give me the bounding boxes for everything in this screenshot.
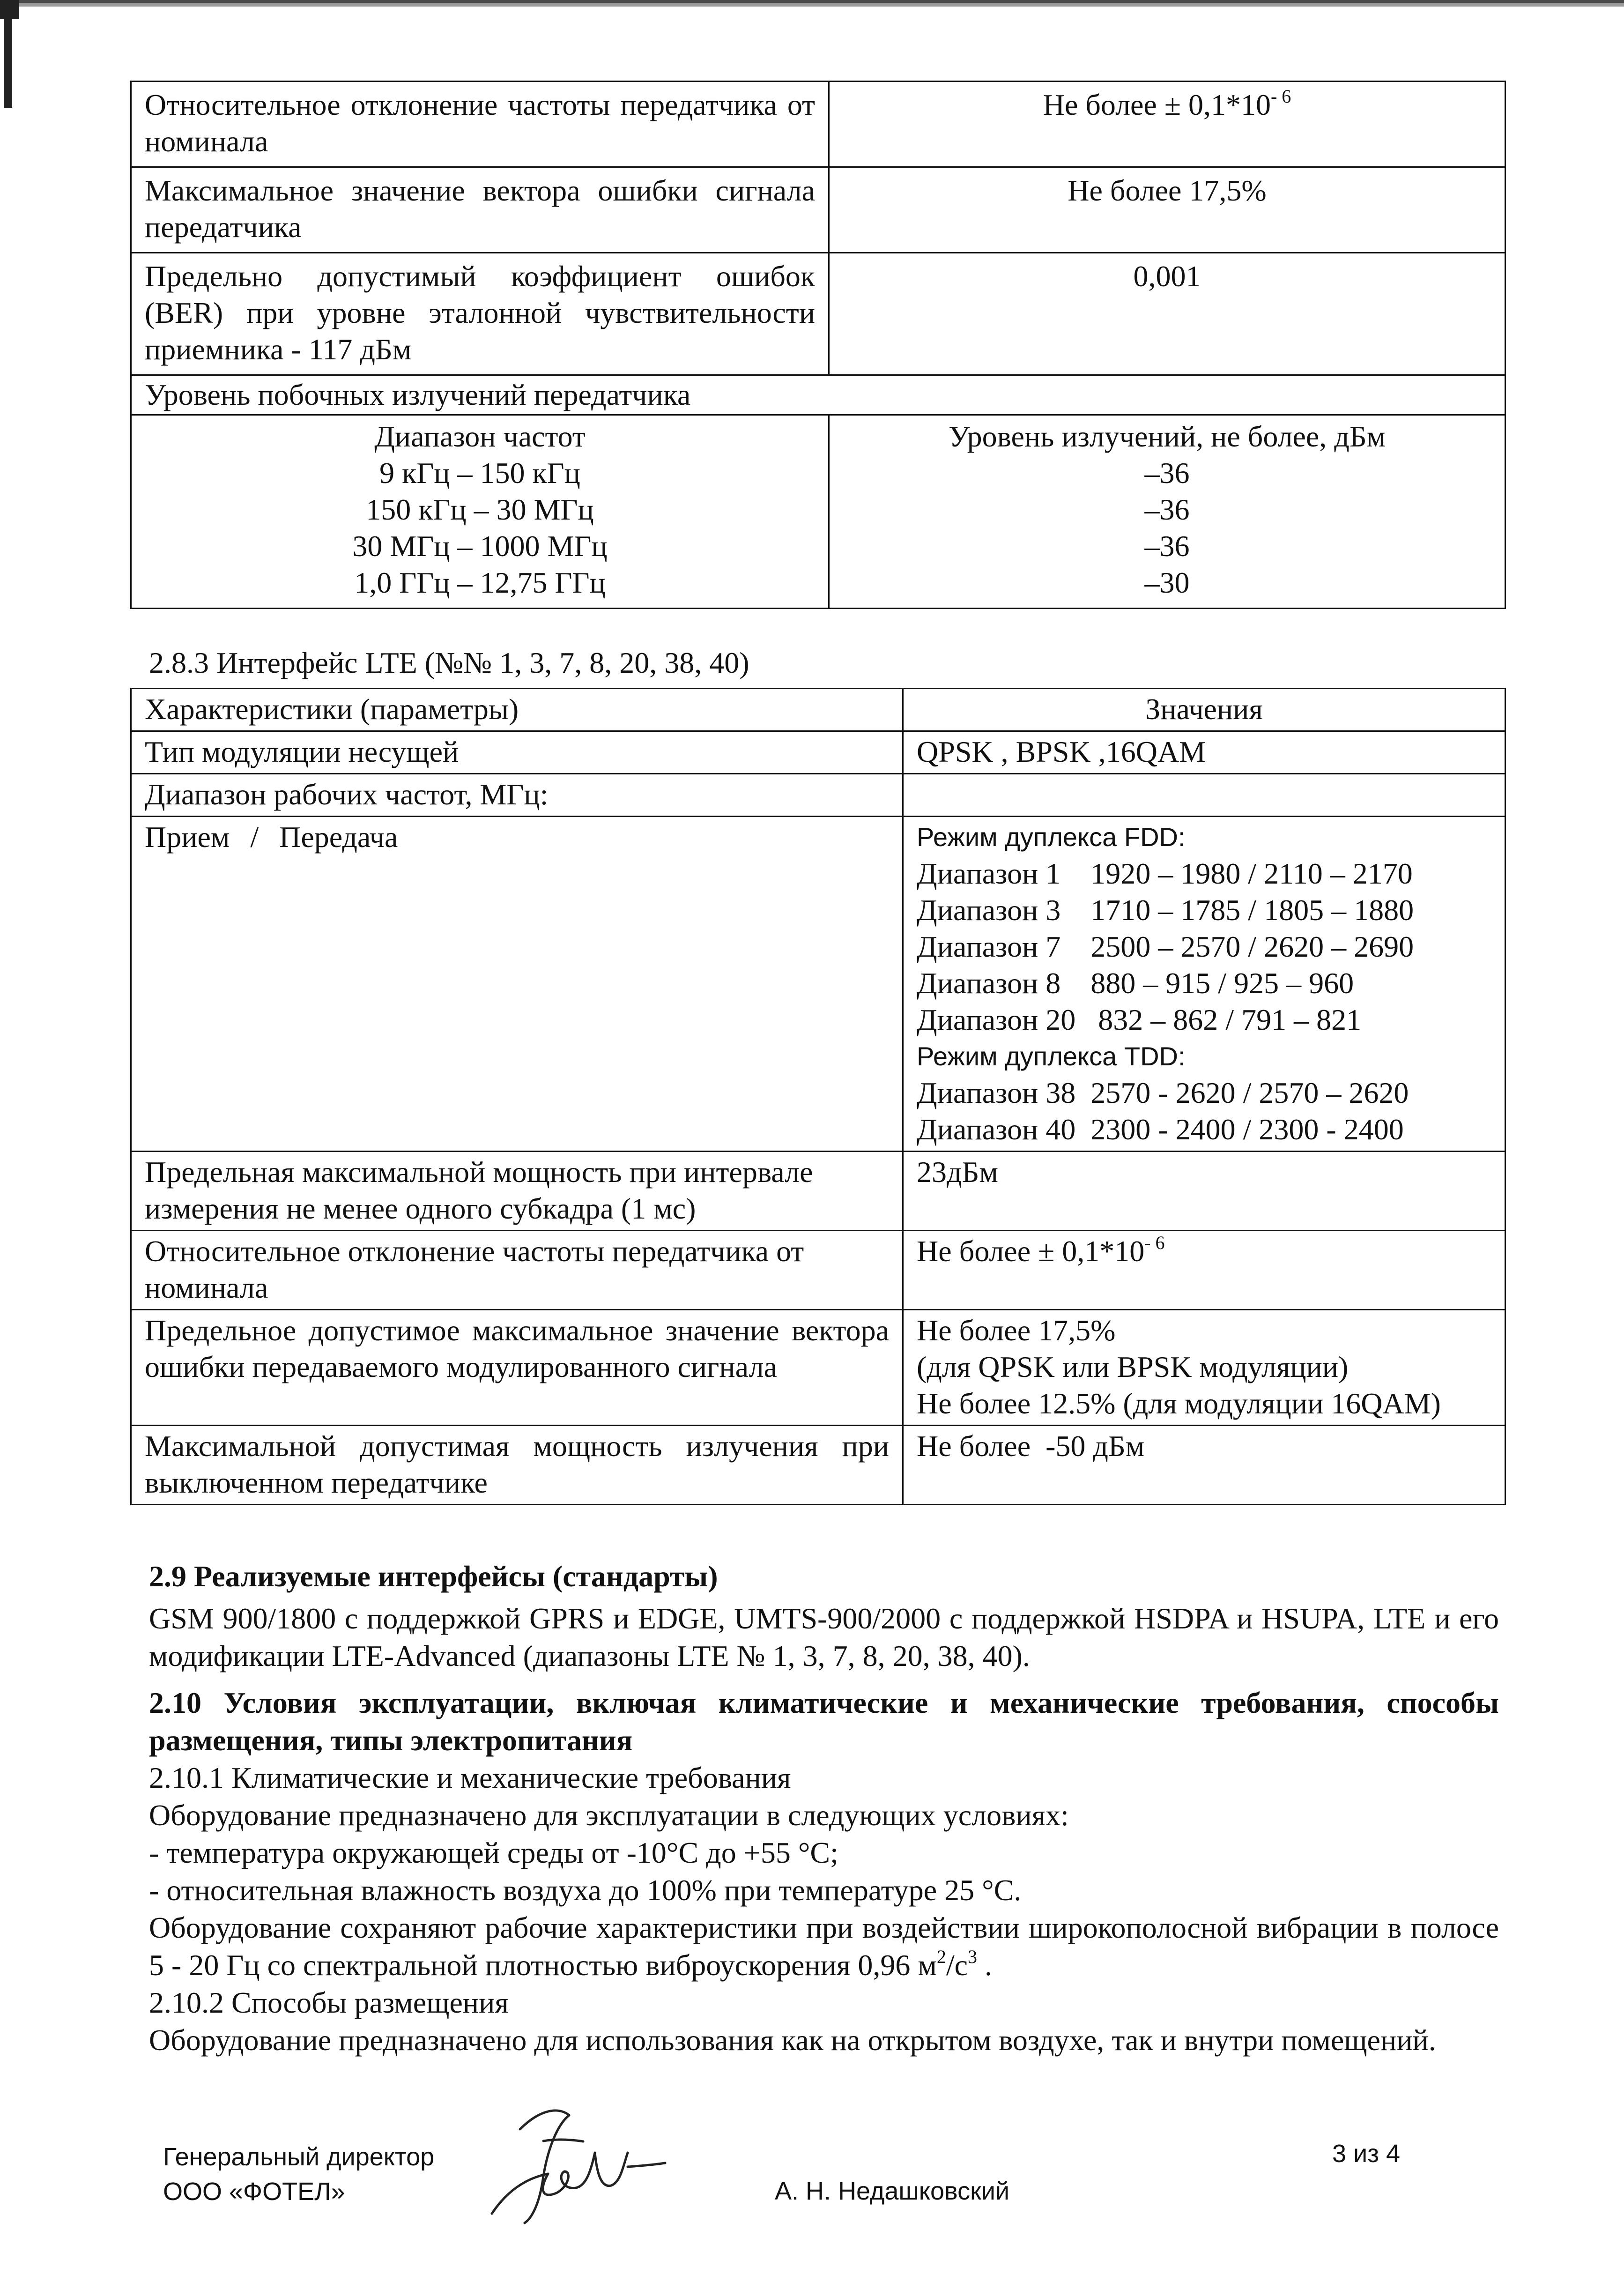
spurious-header-right: Уровень излучений, не более, дБм — [948, 420, 1386, 453]
band-row: Диапазон 40 2300 - 2400 / 2300 - 2400 — [917, 1113, 1404, 1146]
paragraph: Оборудование предназначено для эксплуатации в следующих условиях: — [149, 1799, 1069, 1832]
paragraph: - температура окружающей среды от -10°С до +55 °С; — [149, 1836, 838, 1869]
band-row: Диапазон 3 1710 – 1785 / 1805 – 1880 — [917, 893, 1414, 927]
spurious-level: –36 — [1144, 456, 1190, 490]
tdd-title: Режим дуплекса TDD: — [917, 1041, 1186, 1071]
spurious-title: Уровень побочных излучений передатчика — [131, 375, 1505, 415]
band-row: Диапазон 38 2570 - 2620 / 2570 – 2620 — [917, 1076, 1409, 1109]
spurious-range: 150 кГц – 30 МГц — [366, 493, 594, 526]
page-number: 3 из 4 — [1332, 2140, 1400, 2168]
table-header-row — [131, 689, 1505, 731]
param-value: Не более -50 дБм — [903, 1426, 1505, 1505]
band-row: Диапазон 20 832 – 862 / 791 – 821 — [917, 1003, 1362, 1036]
param-label: Тип модуляции несущей — [131, 731, 903, 774]
table-row — [131, 817, 1505, 1152]
scan-edge-top — [0, 0, 1624, 7]
param-label: Диапазон рабочих частот, МГц: — [131, 774, 903, 817]
paragraph: Оборудование сохраняют рабочие характеристики при воздействии широкополосной вибрации в полосе 5 - 20 Гц со спектральной плотностью виброускорения 0,96 $м^2/с^3$ . — [149, 1911, 1499, 1982]
spurious-level: –36 — [1144, 493, 1190, 526]
table-row — [131, 415, 1505, 609]
spurious-header-left: Диапазон частот — [374, 420, 586, 453]
param-label: Относительное отклонение частоты передатчика от номинала — [131, 82, 829, 167]
param-label: Предельное допустимое максимальное значение вектора ошибки передаваемого модулированного сигнала — [131, 1310, 903, 1426]
subsection-title: 2.10.2 Способы размещения — [149, 1986, 509, 2019]
fdd-title: Режим дуплекса FDD: — [917, 822, 1186, 852]
param-value — [903, 1310, 1505, 1426]
table-row — [131, 1310, 1505, 1426]
paragraph: Оборудование предназначено для использования как на открытом воздухе, так и внутри помещений. — [149, 2023, 1436, 2057]
section-heading: 2.10 Условия эксплуатации, включая климатические и механические требования, способы размещения, типы электропитания — [149, 1686, 1499, 1757]
param-label: Предельная максимальной мощность при интервале измерения не менее одного субкадра (1 мс) — [131, 1152, 903, 1231]
signatory-position — [163, 2140, 434, 2209]
scan-edge-left — [4, 0, 12, 108]
table-row — [131, 375, 1505, 415]
handwritten-signature — [487, 2096, 684, 2237]
table-row — [131, 1152, 1505, 1231]
spurious-ranges — [131, 415, 829, 609]
spurious-range: 9 кГц – 150 кГц — [379, 456, 580, 490]
band-row: Диапазон 1 1920 – 1980 / 2110 – 2170 — [917, 857, 1413, 890]
section-2-9 — [149, 1558, 1499, 1675]
tx-params-table — [130, 81, 1506, 609]
section-text: GSM 900/1800 с поддержкой GPRS и EDGE, UMTS-900/2000 с поддержкой HSDPA и HSUPA, LTE и его модификации LTE-Advanced (диапазоны LTE № 1, 3, 7, 8, 20, 38, 40). — [149, 1602, 1499, 1672]
param-value: Не более 17,5% — [829, 167, 1505, 253]
param-label: Максимальной допустимая мощность излучения при выключенном передатчике — [131, 1426, 903, 1505]
table-row — [131, 1231, 1505, 1310]
table-row — [131, 167, 1505, 253]
evm-value: Не более 17,5% — [917, 1314, 1116, 1347]
band-list — [903, 817, 1505, 1152]
header-left: Характеристики (параметры) — [131, 689, 903, 731]
paragraph: - относительная влажность воздуха до 100% при температуре 25 °С. — [149, 1873, 1022, 1907]
spurious-levels — [829, 415, 1505, 609]
param-label: Предельно допустимый коэффициент ошибок (BER) при уровне эталонной чувствительности приемника - 117 дБм — [131, 253, 829, 375]
spurious-range: 30 МГц – 1000 МГц — [352, 529, 608, 563]
param-label: Относительное отклонение частоты передатчика от номинала — [131, 1231, 903, 1310]
evm-value: (для QPSK или BPSK модуляции) — [917, 1350, 1349, 1383]
company-name: ООО «ФОТЕЛ» — [163, 2178, 345, 2206]
table-row — [131, 731, 1505, 774]
signatory-name: А. Н. Недашковский — [775, 2177, 1010, 2205]
section-2-10 — [149, 1684, 1499, 2059]
band-row: Диапазон 8 880 – 915 / 925 – 960 — [917, 966, 1354, 1000]
spurious-level: –36 — [1144, 529, 1190, 563]
param-value — [903, 774, 1505, 817]
section-heading: 2.9 Реализуемые интерфейсы (стандарты) — [149, 1560, 718, 1593]
position-title: Генеральный директор — [163, 2143, 435, 2171]
param-label: Максимальное значение вектора ошибки сигнала передатчика — [131, 167, 829, 253]
param-value: 23дБм — [903, 1152, 1505, 1231]
band-row: Диапазон 7 2500 – 2570 / 2620 – 2690 — [917, 930, 1414, 963]
evm-value: Не более 12.5% (для модуляции 16QAM) — [917, 1387, 1441, 1420]
param-value: Не более ± $0,1*10^{- 6}$ — [903, 1231, 1505, 1310]
header-right: Значения — [903, 689, 1505, 731]
lte-caption: 2.8.3 Интерфейс LTE (№№ 1, 3, 7, 8, 20, 38, 40) — [149, 646, 749, 679]
table-row — [131, 253, 1505, 375]
subsection-title: 2.10.1 Климатические и механические требования — [149, 1761, 791, 1794]
lte-table — [130, 688, 1506, 1505]
param-label: Прием / Передача — [131, 817, 903, 1152]
spurious-level: –30 — [1144, 566, 1190, 599]
table-row — [131, 82, 1505, 167]
table-row — [131, 774, 1505, 817]
param-value: 0,001 — [829, 253, 1505, 375]
spurious-range: 1,0 ГГц – 12,75 ГГц — [354, 566, 606, 599]
param-value: QPSK , BPSK ,16QAM — [903, 731, 1505, 774]
table-row — [131, 1426, 1505, 1505]
param-value: Не более ± $0,1*10^{- 6}$ — [829, 82, 1505, 167]
